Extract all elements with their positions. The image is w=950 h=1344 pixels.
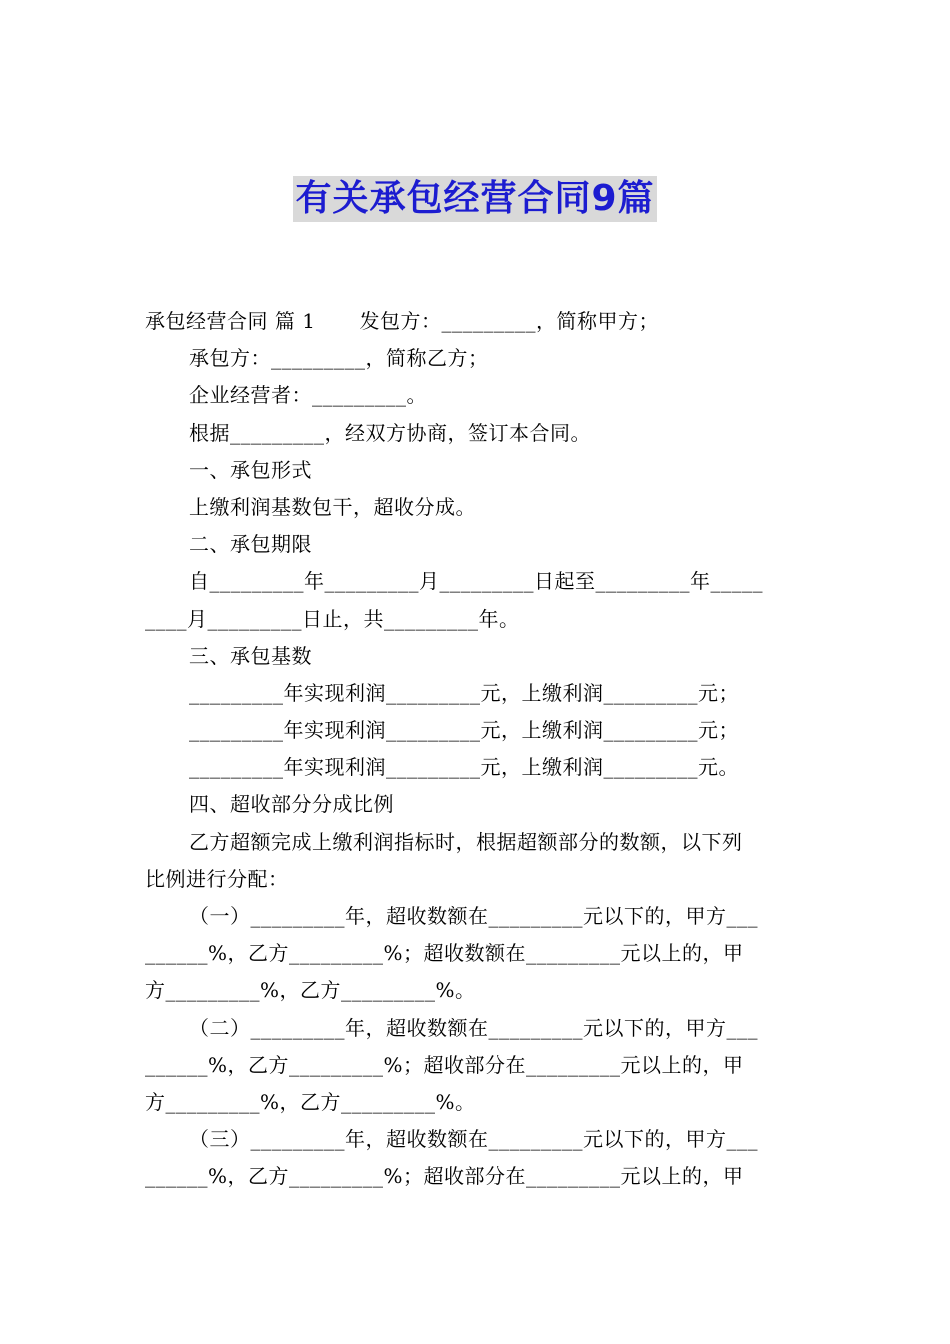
paragraph-line xyxy=(145,1010,807,1047)
line-text: 比例进行分配： xyxy=(145,866,289,891)
line-text: ____月_________日止，共_________年。 xyxy=(145,606,520,631)
line-text: 承包经营合同 篇 1 xyxy=(145,309,316,333)
paragraph-line xyxy=(145,1084,807,1121)
title-wrap xyxy=(0,176,950,222)
paragraph-line xyxy=(145,712,807,749)
line-text: 承包方：_________，简称乙方； xyxy=(189,346,489,371)
line-text: 方_________%，乙方_________%。 xyxy=(145,1089,476,1114)
line-text: _________年实现利润_________元，上缴利润_________元。 xyxy=(189,755,739,780)
line-text: ______%，乙方_________%；超收部分在_________元以上的，甲 xyxy=(145,1052,744,1077)
paragraph-line xyxy=(145,898,807,935)
paragraph-line xyxy=(145,749,807,786)
paragraph-line xyxy=(145,824,807,861)
paragraph-line xyxy=(145,601,807,638)
paragraph-line xyxy=(145,861,807,898)
line-text: _________年实现利润_________元，上缴利润_________元； xyxy=(189,680,739,705)
paragraph-line xyxy=(145,340,807,377)
contract-body xyxy=(145,303,807,1196)
line-text: 四、超收部分分成比例 xyxy=(189,792,394,817)
paragraph-line xyxy=(145,489,807,526)
paragraph-line xyxy=(145,935,807,972)
document-title: 有关承包经营合同9篇 xyxy=(293,176,656,222)
line-text: 二、承包期限 xyxy=(189,532,312,557)
line-text: 企业经营者：_________。 xyxy=(189,383,427,408)
line-text: （二）_________年，超收数额在_________元以下的，甲方___ xyxy=(189,1015,758,1040)
paragraph-line xyxy=(145,526,807,563)
line-text: 三、承包基数 xyxy=(189,643,312,668)
line-text: ______%，乙方_________%；超收数额在_________元以上的，甲 xyxy=(145,941,744,966)
paragraph-line xyxy=(145,1047,807,1084)
line-text: 乙方超额完成上缴利润指标时，根据超额部分的数额，以下列 xyxy=(189,829,743,854)
line-text: ______%，乙方_________%；超收部分在_________元以上的，甲 xyxy=(145,1164,744,1189)
line-text: 上缴利润基数包干，超收分成。 xyxy=(189,494,476,519)
paragraph-line xyxy=(145,415,807,452)
paragraph-line xyxy=(145,303,807,340)
line-text: 自_________年_________月_________日起至_________年_____ xyxy=(189,569,763,594)
paragraph-line xyxy=(145,377,807,414)
paragraph-line xyxy=(145,972,807,1009)
paragraph-line xyxy=(145,1121,807,1158)
line-text: _________年实现利润_________元，上缴利润_________元； xyxy=(189,718,739,743)
paragraph-line xyxy=(145,1158,807,1195)
paragraph-line xyxy=(145,452,807,489)
paragraph-line xyxy=(145,563,807,600)
line-text: 根据_________，经双方协商，签订本合同。 xyxy=(189,420,591,445)
line-text-2: 发包方：_________，简称甲方； xyxy=(359,309,659,333)
paragraph-line xyxy=(145,786,807,823)
line-text: （三）_________年，超收数额在_________元以下的，甲方___ xyxy=(189,1127,758,1152)
paragraph-line xyxy=(145,638,807,675)
paragraph-line xyxy=(145,675,807,712)
line-text: 方_________%，乙方_________%。 xyxy=(145,978,476,1003)
line-text: （一）_________年，超收数额在_________元以下的，甲方___ xyxy=(189,904,758,928)
line-text: 一、承包形式 xyxy=(189,457,312,482)
